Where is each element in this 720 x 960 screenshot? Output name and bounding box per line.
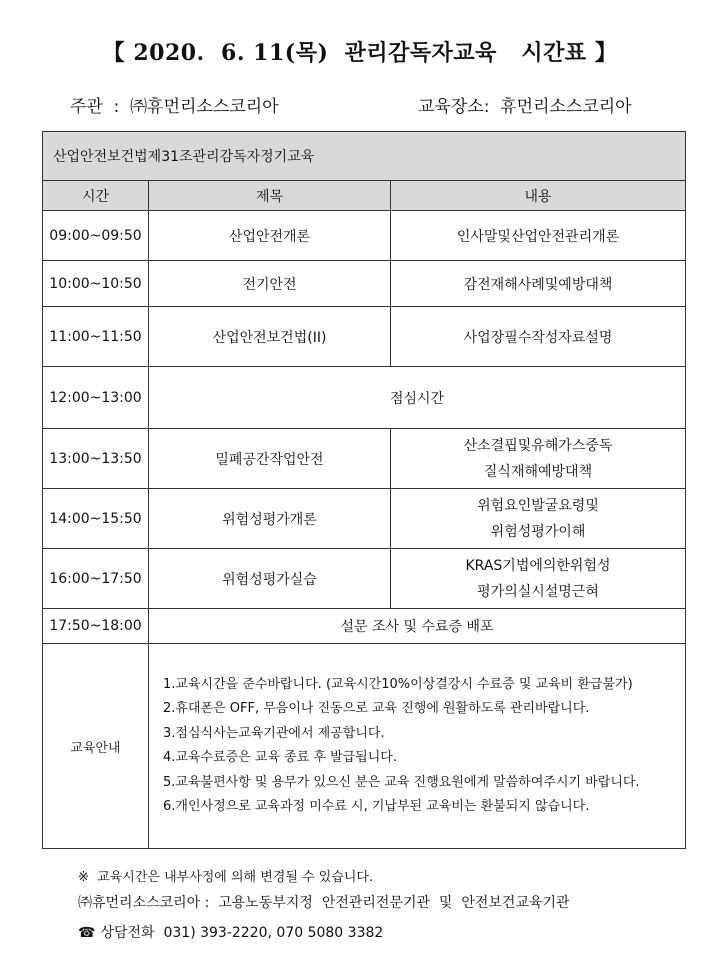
course-title-row (43, 132, 686, 181)
row-content: 인사말및산업안전관리개론 (391, 211, 686, 261)
guide-item: 6.개인사정으로 교육과정 미수료 시, 기납부된 교육비는 환불되지 않습니다. (163, 799, 590, 814)
footer-note: ※ 교육시간은 내부사정에 의해 변경될 수 있습니다. (78, 870, 374, 885)
row-content-line: 위험요인발굴요령및 (477, 497, 599, 514)
row-content (391, 429, 686, 489)
course-title: 산업안전보건법제31조관리감독자정기교육 (43, 132, 686, 181)
guide-item: 4.교육수료증은 교육 종료 후 발급됩니다. (163, 750, 397, 765)
phone-icon: ☎ (78, 925, 96, 941)
column-header-title: 제목 (149, 181, 391, 211)
venue-text: 교육장소: 휴먼리소스코리아 (418, 97, 632, 117)
table-row (43, 261, 686, 307)
row-time: 10:00~10:50 (43, 261, 149, 307)
footer-phone-line (78, 922, 383, 942)
row-time: 12:00~13:00 (43, 367, 149, 429)
row-content (391, 489, 686, 549)
row-content: 사업장필수작성자료설명 (391, 307, 686, 367)
guide-list (149, 644, 686, 849)
table-row (43, 429, 686, 489)
schedule-table (42, 131, 686, 849)
row-time: 17:50~18:00 (43, 609, 149, 644)
table-row-survey (43, 609, 686, 644)
row-time: 14:00~15:50 (43, 489, 149, 549)
row-content-line: 질식재해예방대책 (483, 463, 593, 480)
column-header-content: 내용 (391, 181, 686, 211)
table-row (43, 307, 686, 367)
row-content: 감전재해사례및예방대책 (391, 261, 686, 307)
table-row (43, 489, 686, 549)
page-title: 【 2020. 6. 11(목) 관리감독자교육 시간표 】 (102, 40, 618, 66)
table-row-lunch (43, 367, 686, 429)
guide-label: 교육안내 (43, 644, 149, 849)
row-content-line: 위험성평가이해 (490, 523, 586, 540)
row-title: 전기안전 (149, 261, 391, 307)
guide-item: 3.점심식사는교육기관에서 제공합니다. (163, 725, 385, 741)
table-row (43, 549, 686, 609)
row-title: 산업안전개론 (149, 211, 391, 261)
survey-cell: 설문 조사 및 수료증 배포 (149, 609, 686, 644)
lunch-cell: 점심시간 (149, 367, 686, 429)
row-time: 16:00~17:50 (43, 549, 149, 609)
guide-item: 5.교육불편사항 및 용무가 있으신 분은 교육 진행요원에게 말씀하여주시기 바랍니다. (163, 774, 640, 790)
column-header-time: 시간 (43, 181, 149, 211)
row-title: 밀폐공간작업안전 (149, 429, 391, 489)
row-content-line: 산소결핍및유해가스중독 (463, 437, 613, 454)
table-header-row (43, 181, 686, 211)
row-content-line: KRAS기법에의한위험성 (465, 557, 611, 574)
row-time: 09:00~09:50 (43, 211, 149, 261)
row-time: 11:00~11:50 (43, 307, 149, 367)
row-content (391, 549, 686, 609)
row-content-line: 평가의실시설명근혀 (477, 583, 599, 600)
phone-label: 상담전화 (100, 925, 155, 941)
table-row (43, 211, 686, 261)
row-title: 위험성평가실습 (149, 549, 391, 609)
phone-numbers: 031) 393-2220, 070 5080 3382 (163, 925, 384, 941)
row-title: 산업안전보건법(II) (149, 307, 391, 367)
guide-item: 2.휴대폰은 OFF, 무음이나 진동으로 교육 진행에 원활하도록 관리바랍니다. (163, 701, 590, 716)
row-title: 위험성평가개론 (149, 489, 391, 549)
row-time: 13:00~13:50 (43, 429, 149, 489)
footer-org-info: ㈜휴먼리소스코리아 : 고용노동부지정 안전관리전문기관 및 안전보건교육기관 (78, 895, 570, 911)
guide-row (43, 644, 686, 849)
organizer-text: 주관 : ㈜휴먼리소스코리아 (70, 97, 279, 117)
guide-item: 1.교육시간을 준수바랍니다. (교육시간10%이상결강시 수료증 및 교육비 환급불가) (163, 676, 633, 692)
